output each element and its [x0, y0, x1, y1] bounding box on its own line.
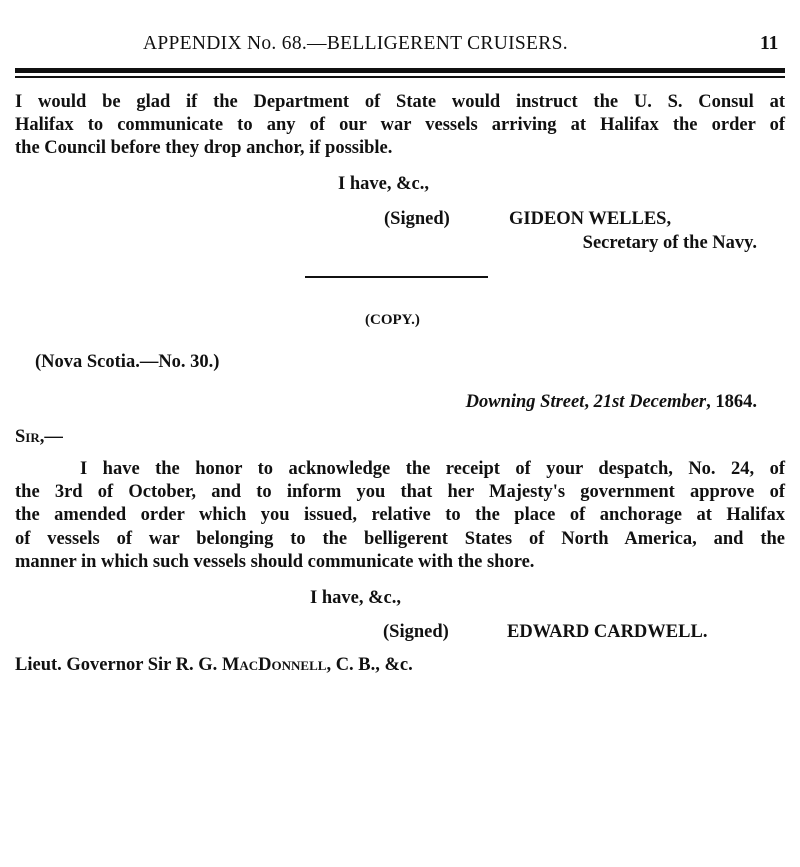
- addressee-name: MacDonnell: [221, 655, 327, 675]
- signatory-name: EDWARD CARDWELL.: [507, 622, 708, 642]
- section-divider: [305, 276, 488, 278]
- addressee: [15, 654, 413, 676]
- copy-label: (COPY.): [365, 312, 420, 328]
- despatch-reference: (Nova Scotia.—No. 30.): [35, 352, 220, 372]
- salutation: Sir,—: [15, 427, 63, 447]
- header-thin-rule: [15, 76, 785, 78]
- addressee-suffix: , C. B., &c.: [326, 655, 413, 675]
- paragraph-line: I have the honor to acknowledge the receipt of your despatch, No. 24, of: [80, 459, 785, 479]
- signatory-name: GIDEON WELLES,: [509, 209, 672, 229]
- closing: I have, &c.,: [310, 588, 401, 608]
- running-header-title: APPENDIX No. 68.—BELLIGERENT CRUISERS.: [143, 33, 568, 54]
- date-year: , 1864.: [706, 392, 757, 412]
- paragraph-line: the amended order which you issued, relative to the place of anchorage at Halifax: [15, 505, 785, 525]
- paragraph-line: the 3rd of October, and to inform you that her Majesty's government approve of: [15, 482, 785, 502]
- signed-label: (Signed): [383, 622, 449, 642]
- page-number: 11: [760, 33, 779, 54]
- paragraph-line: Halifax to communicate to any of our war vessels arriving at Halifax the order of: [15, 115, 785, 135]
- dateline: Downing Street, 21st December, 1864.: [465, 392, 757, 412]
- signatory-title: Secretary of the Navy.: [582, 233, 757, 253]
- paragraph-line: of vessels of war belonging to the belligerent States of North America, and the: [15, 529, 785, 549]
- paragraph-line: the Council before they drop anchor, if possible.: [15, 138, 393, 158]
- date-month: December: [629, 392, 707, 412]
- addressee-prefix: Lieut. Governor Sir R. G.: [15, 655, 218, 675]
- paragraph-line: I would be glad if the Department of State would instruct the U. S. Consul at: [15, 92, 785, 112]
- paragraph-line: manner in which such vessels should communicate with the shore.: [15, 552, 535, 572]
- closing: I have, &c.,: [338, 174, 429, 194]
- place: Downing Street: [465, 392, 585, 412]
- signed-label: (Signed): [384, 209, 450, 229]
- date-day: 21st: [593, 392, 625, 412]
- header-thick-rule: [15, 68, 785, 73]
